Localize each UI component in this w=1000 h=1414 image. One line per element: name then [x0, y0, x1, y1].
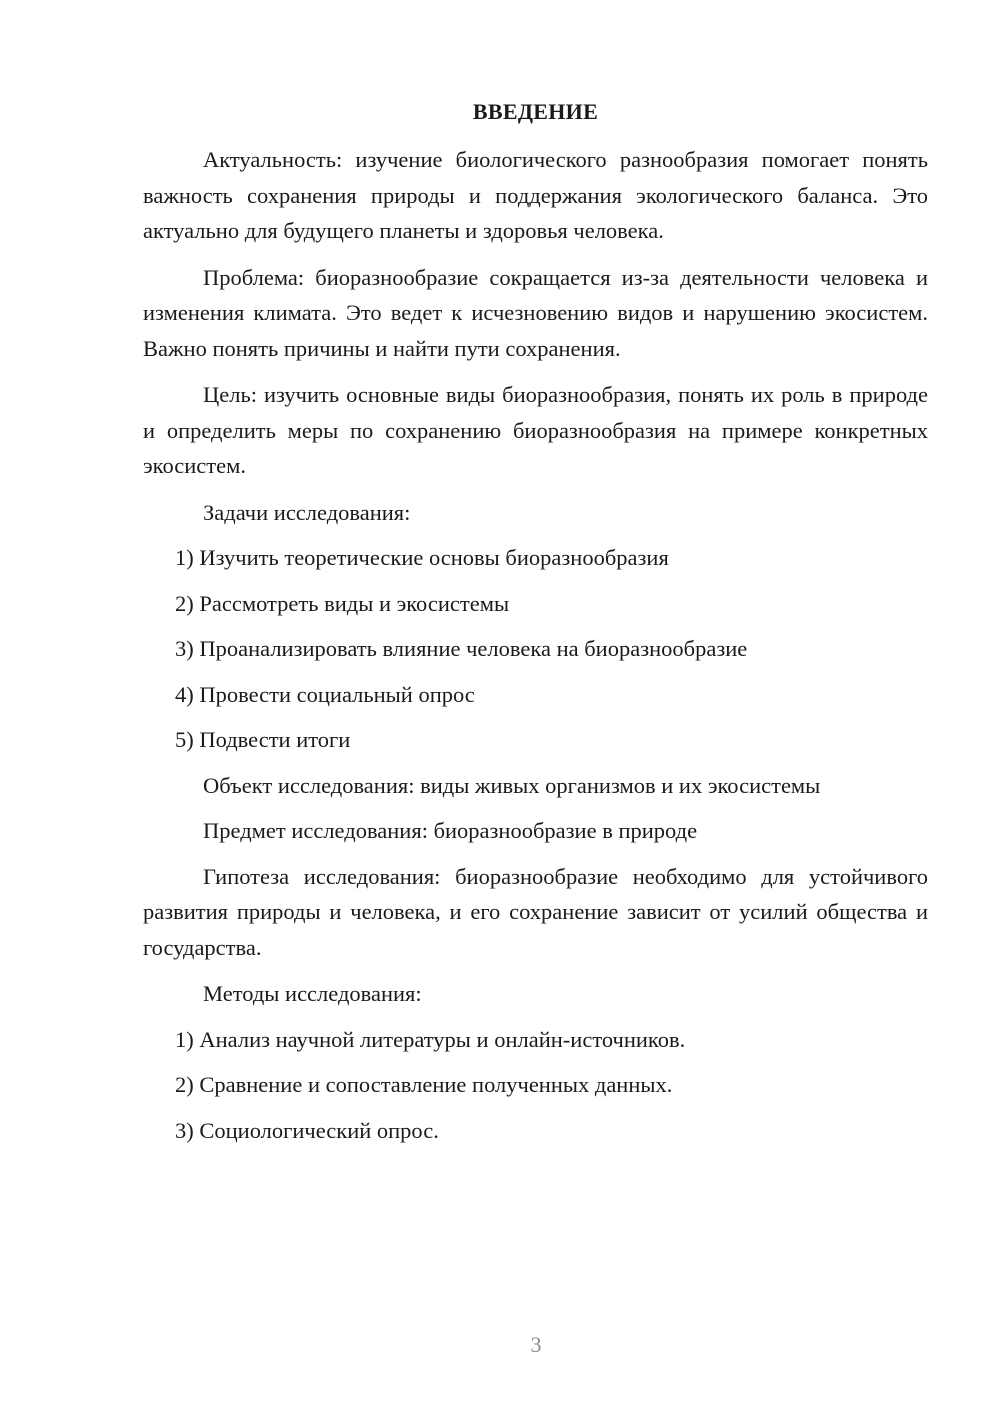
problem-paragraph: Проблема: биоразнообразие сокращается из-за деятельности человека и изменения климата. Это ведет к исчезновению видов и нарушению экосистем. Важно понять причины и найти пути сохранения.: [143, 264, 928, 361]
method-item: 3) Социологический опрос.: [175, 1117, 439, 1143]
object-paragraph: Объект исследования: виды живых организмов и их экосистемы: [203, 772, 821, 798]
method-item: 1) Анализ научной литературы и онлайн-источников.: [175, 1026, 686, 1052]
task-item: 3) Проанализировать влияние человека на биоразнообразие: [175, 636, 748, 661]
goal-paragraph: Цель: изучить основные виды биоразнообразия, понять их роль в природе и определить меры по сохранению биоразнообразия на примере конкретных экосистем.: [143, 382, 928, 478]
section-title: ВВЕДЕНИЕ: [472, 99, 599, 124]
document-page: [143, 95, 928, 1158]
relevance-paragraph: Актуальность: изучение биологического разнообразия помогает понять важность сохранения природы и поддержания экологического баланса. Это актуально для будущего планеты и здоровья человека.: [143, 147, 928, 243]
task-item: 5) Подвести итоги: [175, 727, 351, 752]
task-item: 1) Изучить теоретические основы биоразнообразия: [175, 545, 669, 570]
task-item: 4) Провести социальный опрос: [175, 681, 475, 707]
tasks-list: [143, 540, 928, 758]
subject-paragraph: Предмет исследования: биоразнообразие в природе: [203, 818, 698, 843]
tasks-heading: Задачи исследования:: [203, 499, 411, 525]
method-item: 2) Сравнение и сопоставление полученных данных.: [175, 1072, 673, 1097]
methods-list: [143, 1022, 928, 1149]
methods-heading: Методы исследования:: [203, 981, 422, 1006]
page-number: 3: [530, 1332, 542, 1357]
task-item: 2) Рассмотреть виды и экосистемы: [175, 590, 510, 616]
hypothesis-paragraph: Гипотеза исследования: биоразнообразие необходимо для устойчивого развития природы и человека, и его сохранение зависит от усилий общества и государства.: [143, 863, 928, 960]
